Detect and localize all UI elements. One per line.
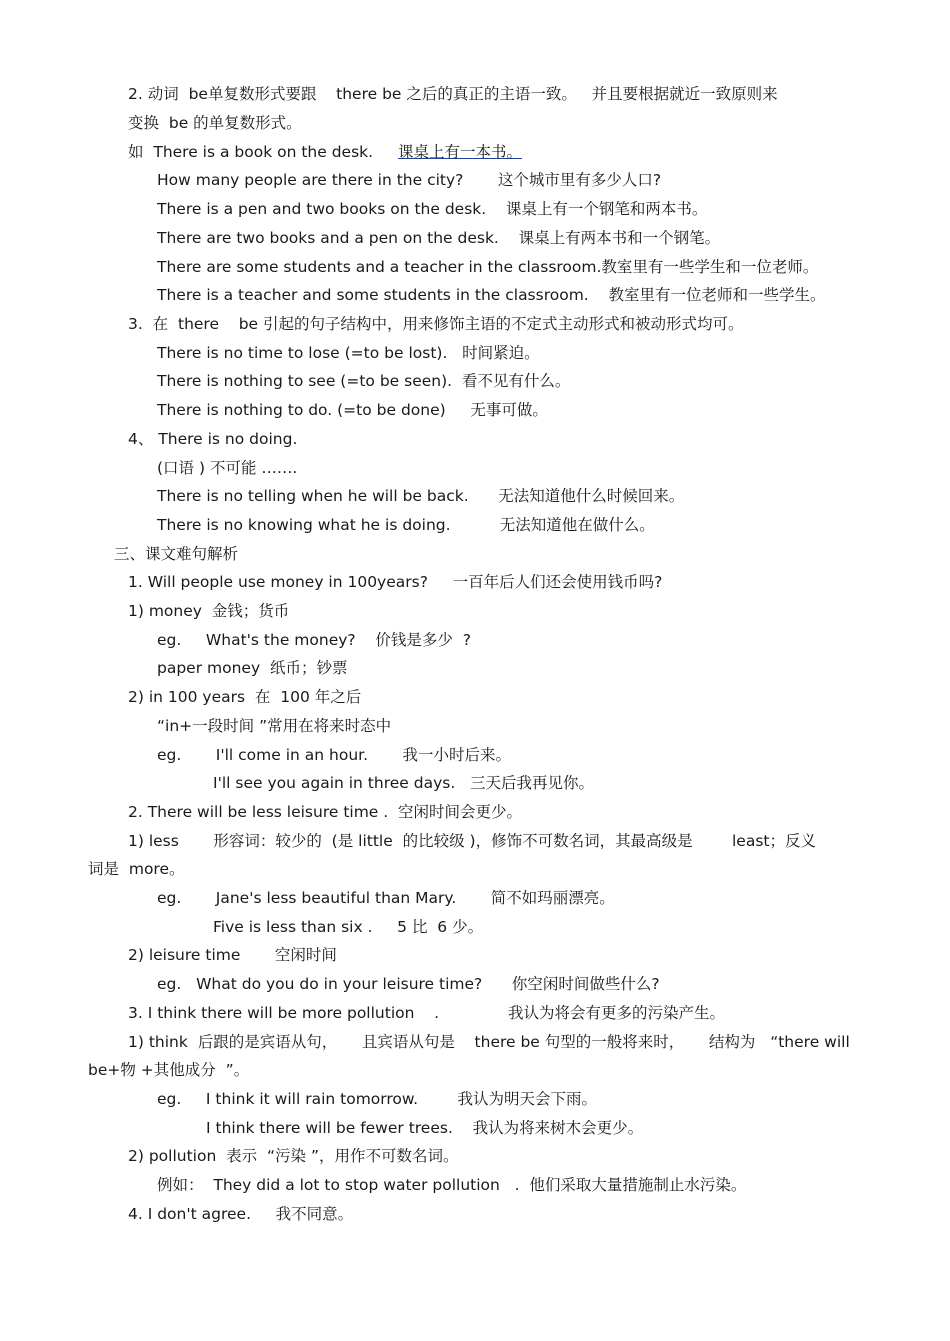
text-line: 4、 There is no doing. — [128, 430, 298, 448]
text-line: How many people are there in the city? 这个城市里有多少人口? — [157, 171, 662, 189]
text-line: 课桌上有一本书。 — [398, 143, 523, 161]
text-line: There is a pen and two books on the desk. 课桌上有一个钢笔和两本书。 — [157, 200, 708, 218]
text-line: 4. I don't agree. 我不同意。 — [128, 1205, 354, 1223]
text-line: There are some students and a teacher in the classroom.教室里有一些学生和一位老师。 — [157, 258, 819, 276]
text-line: 2. There will be less leisure time . 空闲时间会更少。 — [128, 803, 523, 821]
text-line: There is no time to lose (=to be lost). 时间紧迫。 — [157, 344, 540, 362]
text-line: 如 There is a book on the desk. — [128, 143, 374, 161]
text-line: eg. I think it will rain tomorrow. 我认为明天会下雨。 — [157, 1090, 597, 1108]
text-line: 2) in 100 years 在 100 年之后 — [128, 688, 362, 706]
text-line: 2) pollution 表示 “污染 ”，用作不可数名词。 — [128, 1147, 459, 1165]
text-line: There is a teacher and some students in the classroom. 教室里有一位老师和一些学生。 — [157, 286, 826, 304]
text-line: “in+一段时间 ”常用在将来时态中 — [157, 717, 392, 735]
section-heading: 三、课文难句解析 — [114, 545, 239, 563]
text-line: eg. What's the money? 价钱是多少 ? — [157, 631, 471, 649]
text-line: Five is less than six . 5 比 6 少。 — [213, 918, 484, 936]
text-line: 3. I think there will be more pollution . 我认为将会有更多的污染产生。 — [128, 1004, 726, 1022]
text-line: be+物 +其他成分 ”。 — [88, 1061, 250, 1079]
text-line: eg. What do you do in your leisure time? 你空闲时间做些什么? — [157, 975, 660, 993]
text-line: I'll see you again in three days. 三天后我再见你。 — [213, 774, 595, 792]
text-line: 例如： They did a lot to stop water pollution . 他们采取大量措施制止水污染。 — [157, 1176, 747, 1194]
text-line: I think there will be fewer trees. 我认为将来树木会更少。 — [206, 1119, 644, 1137]
text-line: 2. 动词 be单复数形式要跟 there be 之后的真正的主语一致。 并且要根据就近一致原则来 — [128, 85, 778, 103]
text-line: paper money 纸币；钞票 — [157, 659, 348, 677]
text-line: 变换 be 的单复数形式。 — [128, 114, 302, 132]
text-line: 1) less 形容词：较少的 (是 little 的比较级 )，修饰不可数名词，其最高级是 least；反义 — [128, 832, 816, 850]
text-line: There is no knowing what he is doing. 无法知道他在做什么。 — [157, 516, 655, 534]
text-line: eg. I'll come in an hour. 我一小时后来。 — [157, 746, 512, 764]
text-line: (口语 ) 不可能 ……. — [157, 459, 298, 477]
text-line: There is nothing to do. (=to be done) 无事可做。 — [157, 401, 548, 419]
text-line: 2) leisure time 空闲时间 — [128, 946, 337, 964]
text-line: There are two books and a pen on the desk. 课桌上有两本书和一个钢笔。 — [157, 229, 721, 247]
text-line: 3. 在 there be 引起的句子结构中，用来修饰主语的不定式主动形式和被动形式均可。 — [128, 315, 744, 333]
text-line: 1) money 金钱；货币 — [128, 602, 290, 620]
text-line: eg. Jane's less beautiful than Mary. 简不如玛丽漂亮。 — [157, 889, 615, 907]
text-line: 1) think 后跟的是宾语从句， 且宾语从句是 there be 句型的一般将来时， 结构为 “there will — [128, 1033, 850, 1051]
text-line: 词是 more。 — [88, 860, 185, 878]
text-line: There is no telling when he will be back. 无法知道他什么时候回来。 — [157, 487, 685, 505]
text-line: There is nothing to see (=to be seen). 看不见有什么。 — [157, 372, 571, 390]
text-line: 1. Will people use money in 100years? 一百年后人们还会使用钱币吗? — [128, 573, 663, 591]
